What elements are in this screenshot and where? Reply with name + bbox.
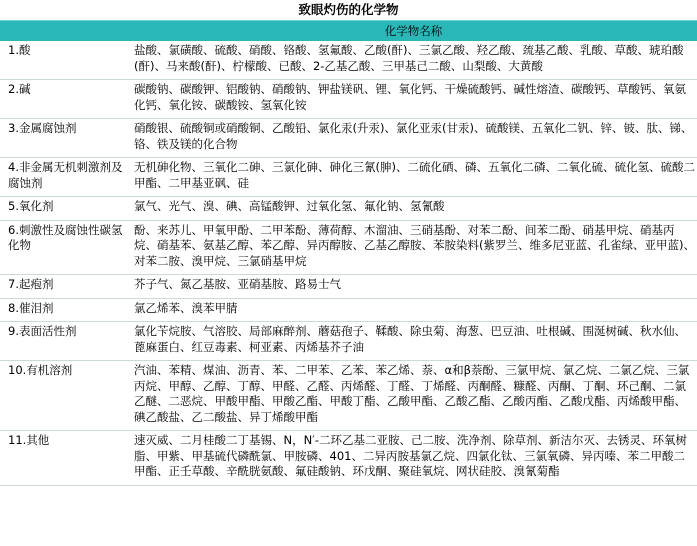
names-cell: 氯化苄烷胺、气溶胶、局部麻醉剂、蘑菇孢子、鞣酸、除虫菊、海葱、巴豆油、吐根碱、围涎树碱、秋水仙、蓖麻蛋白、红豆毒素、柯亚素、丙烯基芥子油	[130, 322, 697, 361]
names-cell: 氯气、光气、溴、碘、高锰酸钾、过氧化氢、氟化钠、氢氰酸	[130, 197, 697, 221]
table-row	[0, 298, 697, 322]
names-cell: 速灭威、二月桂酸二丁基锡、N，N′-二环乙基二亚胺、己二胺、洗净剂、除草剂、新洁尔灭、去锈灵、环氧树脂、甲紫、甲基硫代磷酰氯、甲胺磷、401、二异丙胺基氯乙烷、四氯化钛、三氯氧磷、异丙嗪、苯二甲酸二甲酯、正壬草酸、辛酰胱氨酸、氟硅酸钠、环戊酮、聚硅氧烷、网状硅胶、溴氰菊酯	[130, 431, 697, 486]
chemicals-table	[0, 20, 697, 486]
page-title: 致眼灼伤的化学物	[298, 2, 399, 17]
table-row	[0, 361, 697, 431]
category-cell: 1.酸	[0, 41, 130, 80]
category-cell: 6.刺激性及腐蚀性碳氢化物	[0, 220, 130, 275]
category-cell: 10.有机溶剂	[0, 361, 130, 431]
table-row	[0, 41, 697, 80]
table-row	[0, 197, 697, 221]
names-cell: 碳酸钠、碳酸钾、铝酸钠、硝酸钠、钾盐镁矾、锂、氧化钙、干燥硫酸钙、碱性熔渣、碳酸钙、草酸钙、氧氨化钙、氧化铵、碳酸铵、氢氧化铵	[130, 80, 697, 119]
category-cell: 9.表面活性剂	[0, 322, 130, 361]
category-cell: 7.起疱剂	[0, 275, 130, 299]
header-category	[0, 21, 130, 42]
table-row	[0, 220, 697, 275]
names-cell: 硝酸银、硫酸铜或硝酸铜、乙酸铅、氯化汞(升汞)、氯化亚汞(甘汞)、硫酸镁、五氧化二钒、锌、铍、肽、锑、铬、铁及镁的化合物	[130, 119, 697, 158]
names-cell: 盐酸、氯磺酸、硫酸、硝酸、铬酸、氢氟酸、乙酸(酐)、三氯乙酸、羟乙酸、巯基乙酸、乳酸、草酸、琥珀酸(酐)、马来酸(酐)、柠檬酸、已酸、2-乙基乙酸、三甲基己二酸、山梨酸、大黄酸	[130, 41, 697, 80]
table-row	[0, 275, 697, 299]
table-header-row	[0, 21, 697, 42]
category-cell: 3.金属腐蚀剂	[0, 119, 130, 158]
table-row	[0, 322, 697, 361]
names-cell: 酚、来苏儿、甲氧甲酚、二甲苯酚、薄荷醇、木溜油、三硝基酚、对苯二酚、间苯二酚、硝基甲烷、硝基丙烷、硝基苯、氨基乙醇、苯乙醇、异丙醇胺、乙基乙醇胺、苯胺染料(紫罗兰、维多尼亚蓝、孔雀绿、亚甲蓝)、对苯二胺、溴甲烷、三氯硝基甲烷	[130, 220, 697, 275]
names-cell: 汽油、苯精、煤油、沥青、苯、二甲苯、乙苯、苯乙烯、萘、α和β萘酚、三氯甲烷、氯乙烷、二氯乙烷、三氯丙烷、甲醇、乙醇、丁醇、甲醛、乙醛、丙烯醛、丁醛、丁烯醛、丙酮醛、糠醛、丙酮、丁酮、环己酮、二氯乙醚、二恶烷、甲酸甲酯、甲酸乙酯、甲酸丁酯、乙酸甲酯、乙酸乙酯、乙酸丙酯、乙酸戊酯、丙烯酸甲酯、碘乙酸盐、乙二酸盐、异丁烯酸甲酯	[130, 361, 697, 431]
table-row	[0, 158, 697, 197]
table-row	[0, 431, 697, 486]
names-cell: 无机砷化物、三氧化二砷、三氯化砷、砷化三氰(胂)、二硫化硒、磷、五氧化二磷、二氧化硫、硫化氢、硫酸二甲酯、二甲基亚砜、硅	[130, 158, 697, 197]
table-row	[0, 119, 697, 158]
category-cell: 4.非金属无机刺激剂及腐蚀剂	[0, 158, 130, 197]
category-cell: 2.碱	[0, 80, 130, 119]
names-cell: 氯乙烯苯、溴苯甲腈	[130, 298, 697, 322]
table-row	[0, 80, 697, 119]
category-cell: 11.其他	[0, 431, 130, 486]
category-cell: 8.催泪剂	[0, 298, 130, 322]
header-chemical-names: 化学物名称	[130, 21, 697, 42]
category-cell: 5.氧化剂	[0, 197, 130, 221]
names-cell: 芥子气、氮乙基胺、亚硝基胺、路易士气	[130, 275, 697, 299]
